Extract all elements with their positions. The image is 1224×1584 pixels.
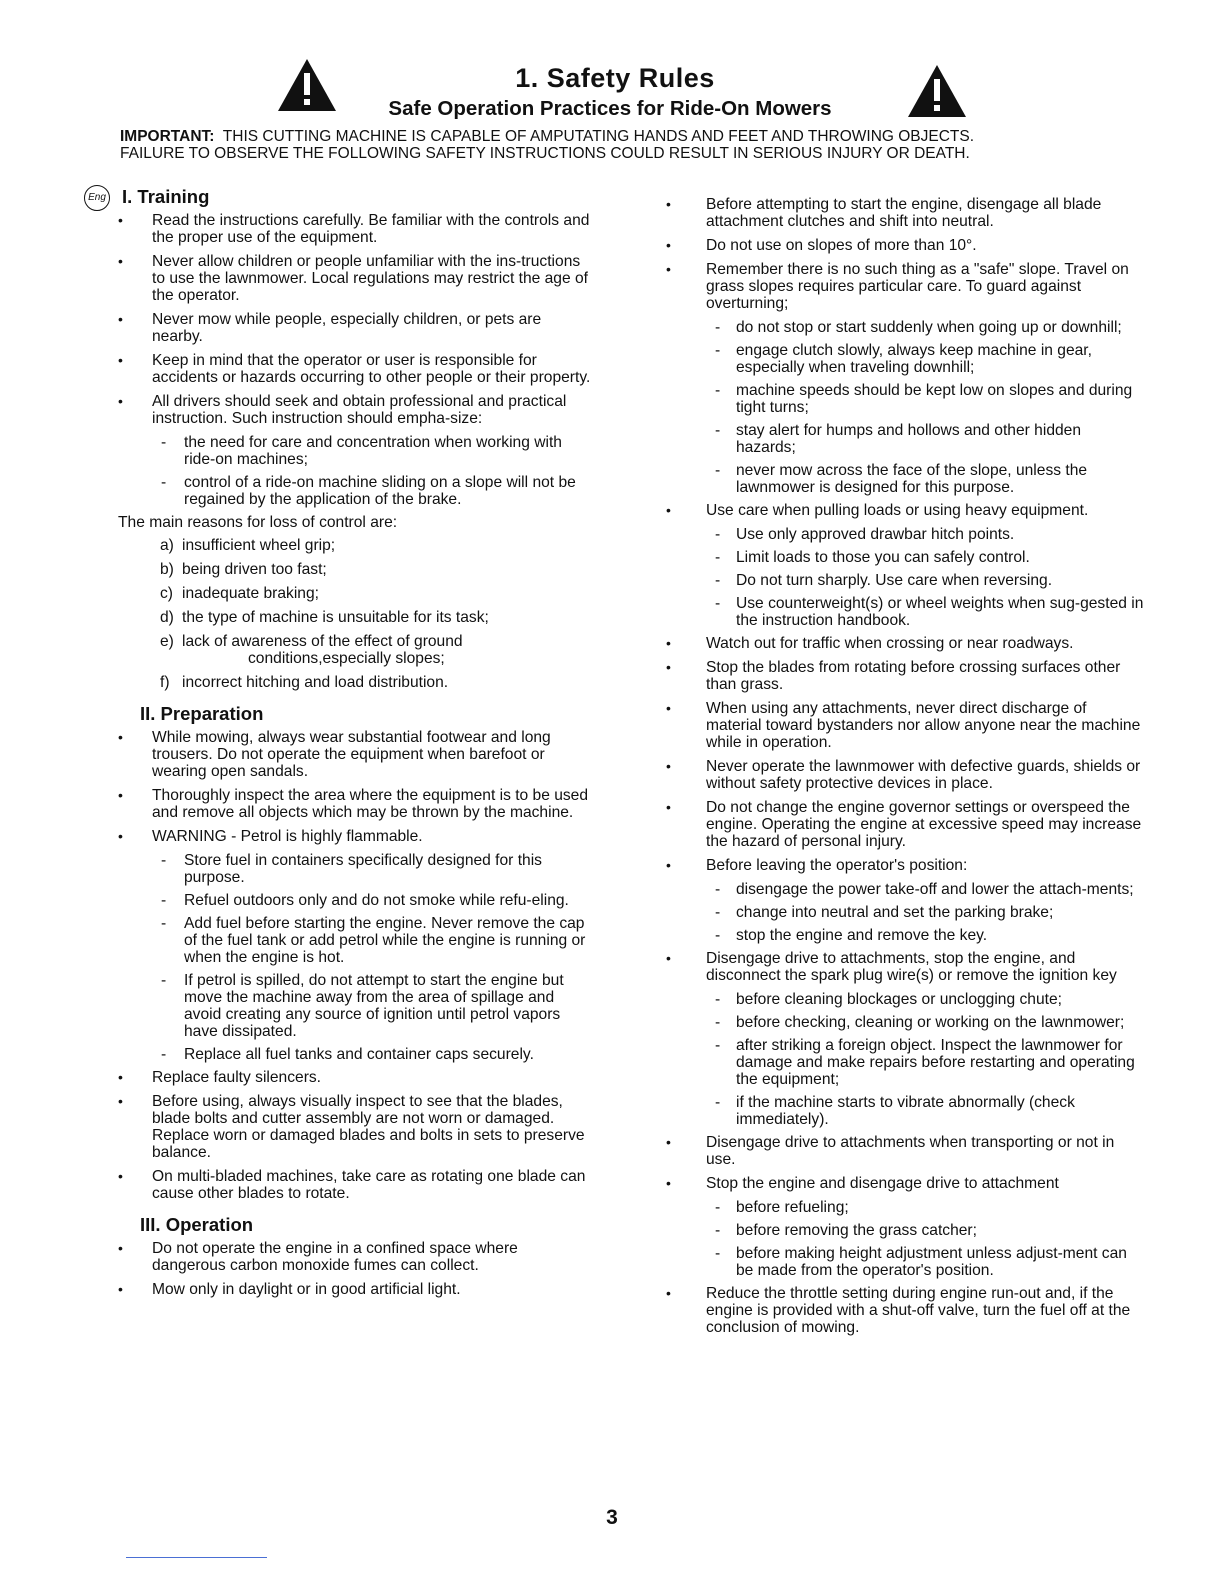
preparation-heading: II. Preparation [140, 703, 264, 724]
sub-item: - Do not turn sharply. Use care when reversing. [666, 572, 1144, 589]
list-item: • Watch out for traffic when crossing or near roadways. [666, 635, 1144, 652]
operation-heading: III. Operation [140, 1214, 254, 1235]
list-item: • WARNING - Petrol is highly flammable. [118, 828, 592, 845]
list-item: • On multi-bladed machines, take care as rotating one blade can cause other blades to rotate. [118, 1168, 592, 1202]
list-item: • Use care when pulling loads or using heavy equipment. [666, 502, 1144, 519]
page-title: 1. Safety Rules [515, 63, 715, 93]
reason-item: b) being driven too fast; [160, 561, 327, 578]
left-column [88, 186, 592, 1305]
reason-item: e) lack of awareness of the effect of ground conditions,especially slopes; [160, 633, 463, 667]
list-item: • Before attempting to start the engine, disengage all blade attachment clutches and shift into neutral. [666, 196, 1144, 230]
sub-item: - Store fuel in containers specifically designed for this purpose. [118, 852, 592, 886]
sub-item: - if the machine starts to vibrate abnormally (check immediately). [666, 1094, 1144, 1128]
important-line-1: THIS CUTTING MACHINE IS CAPABLE OF AMPUTATING HANDS AND FEET AND THROWING OBJECTS. [222, 128, 975, 145]
list-item: • Read the instructions carefully. Be familiar with the controls and the proper use of the equipment. [118, 212, 592, 246]
list-item: • Before using, always visually inspect to see that the blades, blade bolts and cutter assembly are not worn or damaged. Replace worn or damaged blades and bolts in sets to preserve balance. [118, 1093, 592, 1161]
list-item: • When using any attachments, never direct discharge of material toward bystanders nor allow anyone near the machine while in operation. [666, 700, 1144, 751]
page-subtitle: Safe Operation Practices for Ride-On Mowers [388, 97, 832, 120]
list-item: • Mow only in daylight or in good artificial light. [118, 1281, 592, 1298]
sub-item: - If petrol is spilled, do not attempt to start the engine but move the machine away from the area of spillage and avoid creating any source of ignition until petrol vapors have dissipated. [118, 972, 592, 1040]
sub-item: - Use counterweight(s) or wheel weights when sug-gested in the instruction handbook. [666, 595, 1144, 629]
warning-triangle-icon [276, 57, 338, 113]
sub-item: - after striking a foreign object. Inspect the lawnmower for damage and make repairs before restarting and operating the equipment; [666, 1037, 1144, 1088]
page-header [0, 55, 1224, 120]
list-item: • Never allow children or people unfamiliar with the ins-tructions to use the lawnmower. Local regulations may restrict the age of the operator. [118, 253, 592, 304]
list-item: • Disengage drive to attachments, stop the engine, and disconnect the spark plug wire(s) or remove the ignition key [666, 950, 1144, 984]
list-item: • Replace faulty silencers. [118, 1069, 592, 1086]
sub-item: - engage clutch slowly, always keep machine in gear, especially when traveling downhill; [666, 342, 1144, 376]
reasons-intro: The main reasons for loss of control are: [118, 514, 398, 531]
important-notice [120, 128, 1150, 162]
list-item: • All drivers should seek and obtain professional and practical instruction. Such instruction should empha-size: [118, 393, 592, 427]
list-item: • Never mow while people, especially children, or pets are nearby. [118, 311, 592, 345]
list-item: • Do not change the engine governor settings or overspeed the engine. Operating the engine at excessive speed may increase the hazard of personal injury. [666, 799, 1144, 850]
important-line-2: FAILURE TO OBSERVE THE FOLLOWING SAFETY INSTRUCTIONS COULD RESULT IN SERIOUS INJURY OR DEATH. [120, 145, 970, 162]
sub-item: - Replace all fuel tanks and container caps securely. [118, 1046, 592, 1063]
sub-item: - change into neutral and set the parking brake; [666, 904, 1144, 921]
list-item: • Remember there is no such thing as a "safe" slope. Travel on grass slopes requires particular care. To guard against overturning; [666, 261, 1144, 312]
warning-triangle-icon [906, 63, 968, 119]
reason-item: d) the type of machine is unsuitable for its task; [160, 609, 489, 626]
sub-item: - disengage the power take-off and lower the attach-ments; [666, 881, 1144, 898]
right-column [666, 196, 1144, 1343]
sub-item: - Limit loads to those you can safely control. [666, 549, 1144, 566]
sub-item: - before checking, cleaning or working on the lawnmower; [666, 1014, 1144, 1031]
list-item: • Thoroughly inspect the area where the equipment is to be used and remove all objects which may be thrown by the machine. [118, 787, 592, 821]
list-item: • While mowing, always wear substantial footwear and long trousers. Do not operate the equipment when barefoot or wearing open sandals. [118, 729, 592, 780]
sub-item: - before cleaning blockages or unclogging chute; [666, 991, 1144, 1008]
sub-item: - control of a ride-on machine sliding on a slope will not be regained by the application of the brake. [118, 474, 592, 508]
sub-item: - before making height adjustment unless adjust-ment can be made from the operator's position. [666, 1245, 1144, 1279]
list-item: • Before leaving the operator's position: [666, 857, 1144, 874]
sub-item: - never mow across the face of the slope, unless the lawnmower is designed for this purpose. [666, 462, 1144, 496]
list-item: • Reduce the throttle setting during engine run-out and, if the engine is provided with a shut-off valve, turn the fuel off at the conclusion of mowing. [666, 1285, 1144, 1336]
list-item: • Keep in mind that the operator or user is responsible for accidents or hazards occurring to other people or their property. [118, 352, 592, 386]
training-heading: Eng I. Training [118, 188, 592, 205]
sub-item: - do not stop or start suddenly when going up or downhill; [666, 319, 1144, 336]
reason-item: a) insufficient wheel grip; [160, 537, 336, 554]
list-item: • Do not operate the engine in a confined space where dangerous carbon monoxide fumes can collect. [118, 1240, 592, 1274]
list-item: • Stop the blades from rotating before crossing surfaces other than grass. [666, 659, 1144, 693]
sub-item: - machine speeds should be kept low on slopes and during tight turns; [666, 382, 1144, 416]
important-label: IMPORTANT: [120, 128, 215, 145]
page-number: 3 [606, 1506, 618, 1529]
list-item: • Disengage drive to attachments when transporting or not in use. [666, 1134, 1144, 1168]
sub-item: - stop the engine and remove the key. [666, 927, 1144, 944]
reason-item: c) inadequate braking; [160, 585, 319, 602]
list-item: • Do not use on slopes of more than 10°. [666, 237, 1144, 254]
list-item: • Stop the engine and disengage drive to attachment [666, 1175, 1144, 1192]
sub-item: - Use only approved drawbar hitch points. [666, 526, 1144, 543]
reason-item: f) incorrect hitching and load distribution. [160, 674, 449, 691]
list-item: • Never operate the lawnmower with defective guards, shields or without safety protective devices in place. [666, 758, 1144, 792]
footer-rule [126, 1557, 267, 1558]
sub-item: - before refueling; [666, 1199, 1144, 1216]
sub-item: - Add fuel before starting the engine. Never remove the cap of the fuel tank or add petrol while the engine is running or when the engine is hot. [118, 915, 592, 966]
sub-item: - stay alert for humps and hollows and other hidden hazards; [666, 422, 1144, 456]
sub-item: - Refuel outdoors only and do not smoke while refu-eling. [118, 892, 592, 909]
sub-item: - before removing the grass catcher; [666, 1222, 1144, 1239]
sub-item: - the need for care and concentration when working with ride-on machines; [118, 434, 592, 468]
language-badge: Eng [84, 185, 110, 211]
